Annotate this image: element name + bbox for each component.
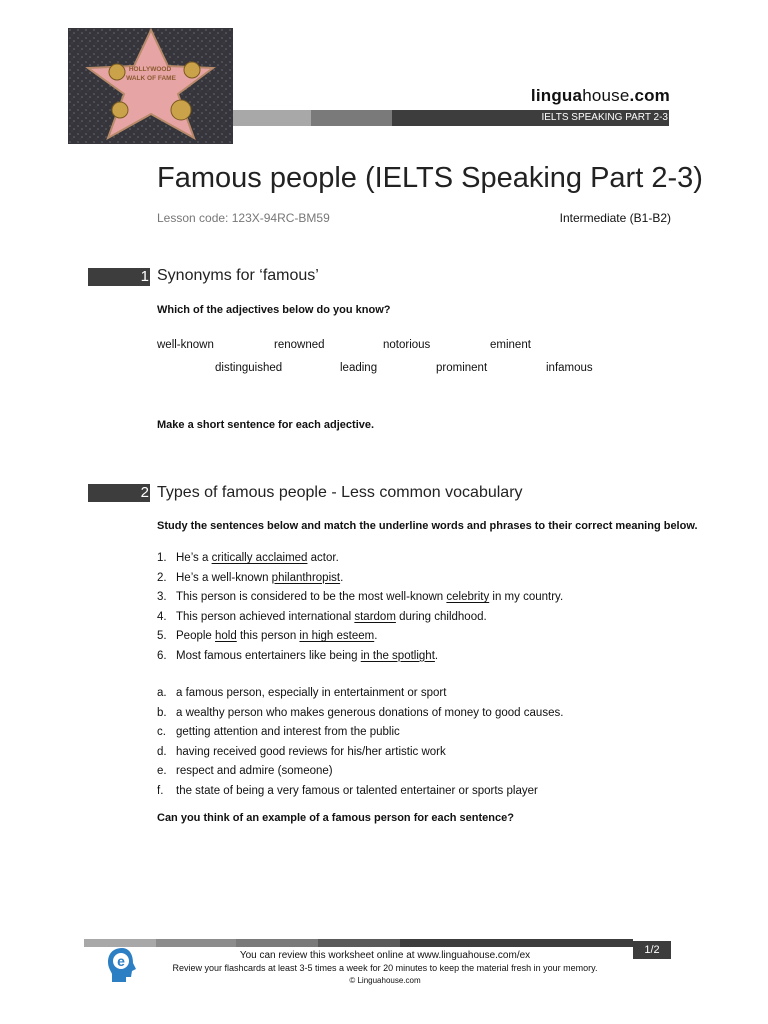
logo-bold: lingua bbox=[530, 86, 583, 105]
word-item: notorious bbox=[383, 339, 431, 351]
underlined-term: in the spotlight bbox=[360, 649, 435, 662]
logo-thin: house bbox=[582, 86, 630, 105]
list-marker: d. bbox=[157, 745, 167, 758]
footer-bar-mid bbox=[156, 939, 236, 947]
sentence-text: He’s a bbox=[176, 552, 212, 564]
underlined-term: hold bbox=[215, 630, 237, 642]
linguahouse-head-icon bbox=[106, 946, 138, 986]
list-item bbox=[157, 765, 563, 785]
footer-bar-dark bbox=[400, 939, 633, 947]
sentence-text: . bbox=[340, 571, 344, 584]
list-marker: b. bbox=[157, 706, 167, 719]
footer-bar-dark2 bbox=[318, 939, 400, 947]
sentence-text: This person is considered to be the most well-known bbox=[176, 591, 447, 603]
meaning-text: a famous person, especially in entertainment or sport bbox=[176, 687, 447, 699]
linguahouse-logo bbox=[500, 86, 670, 106]
list-item bbox=[157, 552, 563, 572]
page-number: 1/2 bbox=[633, 941, 671, 959]
sentence-text: . bbox=[374, 630, 378, 642]
star-text-1: HOLLYWOOD bbox=[128, 66, 172, 73]
word-item: leading bbox=[340, 362, 378, 374]
logo-suffix: .com bbox=[629, 86, 670, 105]
list-marker: 5. bbox=[157, 630, 167, 642]
list-marker: 4. bbox=[157, 610, 167, 623]
sentence-text: actor. bbox=[307, 552, 339, 564]
list-item bbox=[157, 726, 563, 746]
list-item bbox=[157, 591, 563, 611]
list-item bbox=[157, 630, 563, 650]
lesson-code: Lesson code: 123X-94RC-BM59 bbox=[157, 211, 330, 225]
section-number-bar bbox=[88, 484, 150, 502]
section-title: Synonyms for ‘famous’ bbox=[157, 267, 319, 284]
list-item bbox=[157, 785, 563, 805]
list-marker: 6. bbox=[157, 649, 167, 662]
footer-logo-letter: e bbox=[117, 953, 125, 969]
word-item: prominent bbox=[436, 362, 488, 374]
meaning-text: having received good reviews for his/her artistic work bbox=[176, 745, 446, 758]
word-item: well-known bbox=[157, 339, 214, 351]
sentence-text: He’s a well-known bbox=[176, 571, 272, 584]
star-text-2: WALK OF FAME bbox=[126, 75, 176, 82]
list-item bbox=[157, 746, 563, 766]
word-item: infamous bbox=[546, 362, 593, 374]
level: Intermediate (B1-B2) bbox=[559, 211, 671, 225]
section-number: 1 bbox=[140, 268, 149, 285]
sentence-text: this person bbox=[236, 630, 300, 642]
sentence-text: This person achieved international bbox=[176, 610, 355, 623]
list-marker: 1. bbox=[157, 552, 167, 564]
header-bar-light bbox=[233, 110, 311, 126]
underlined-term: critically acclaimed bbox=[211, 552, 308, 564]
meaning-text: the state of being a very famous or talented entertainer or sports player bbox=[176, 784, 538, 797]
list-marker: 2. bbox=[157, 571, 167, 584]
section-number-bar bbox=[88, 268, 150, 286]
section2-instruction: Study the sentences below and match the underline words and phrases to their correct meaning below. bbox=[157, 520, 698, 532]
section1-instruction: Which of the adjectives below do you know? bbox=[157, 304, 391, 316]
sentence-text: Most famous entertainers like being bbox=[176, 649, 361, 662]
list-item bbox=[157, 650, 563, 670]
underlined-term: celebrity bbox=[446, 591, 490, 603]
page-title: Famous people (IELTS Speaking Part 2-3) bbox=[157, 162, 703, 194]
footer-flashcards-text: Review your flashcards at least 3-5 times a week for 20 minutes to keep the material fresh in your memory. bbox=[172, 963, 598, 973]
meaning-text: a wealthy person who makes generous donations of money to good causes. bbox=[176, 706, 564, 719]
sentence-text: during childhood. bbox=[395, 610, 487, 623]
sentence-list bbox=[157, 552, 563, 669]
word-item: eminent bbox=[490, 339, 531, 351]
list-marker: a. bbox=[157, 687, 167, 699]
word-item: distinguished bbox=[215, 362, 283, 374]
section2-instruction2: Can you think of an example of a famous person for each sentence? bbox=[157, 812, 514, 824]
list-item bbox=[157, 572, 563, 592]
list-marker: c. bbox=[157, 726, 166, 738]
footer-bar-mid2 bbox=[236, 939, 318, 947]
list-item bbox=[157, 611, 563, 631]
section1-instruction2: Make a short sentence for each adjective. bbox=[157, 419, 375, 431]
section-title: Types of famous people - Less common vocabulary bbox=[157, 484, 523, 501]
underlined-term: stardom bbox=[354, 610, 396, 623]
word-item: renowned bbox=[274, 339, 325, 351]
list-item bbox=[157, 687, 563, 707]
footer-review-text: You can review this worksheet online at www.linguahouse.com/ex bbox=[239, 950, 531, 961]
list-marker: f. bbox=[157, 784, 164, 797]
meaning-text: respect and admire (someone) bbox=[176, 765, 333, 777]
underlined-term: philanthropist bbox=[271, 571, 341, 584]
hollywood-star-image bbox=[68, 28, 233, 144]
meaning-list bbox=[157, 687, 563, 804]
list-marker: 3. bbox=[157, 591, 167, 603]
underlined-term: in high esteem bbox=[299, 630, 375, 642]
footer-copyright: © Linguahouse.com bbox=[349, 976, 421, 985]
sentence-text: People bbox=[176, 630, 216, 642]
sentence-text: in my country. bbox=[489, 591, 564, 603]
sentence-text: . bbox=[434, 649, 439, 662]
list-item bbox=[157, 707, 563, 727]
meaning-text: getting attention and interest from the public bbox=[176, 726, 400, 738]
part-label: IELTS SPEAKING PART 2-3 bbox=[541, 112, 668, 123]
section-number: 2 bbox=[140, 484, 149, 501]
list-marker: e. bbox=[157, 765, 167, 777]
header-bar-mid bbox=[311, 110, 392, 126]
